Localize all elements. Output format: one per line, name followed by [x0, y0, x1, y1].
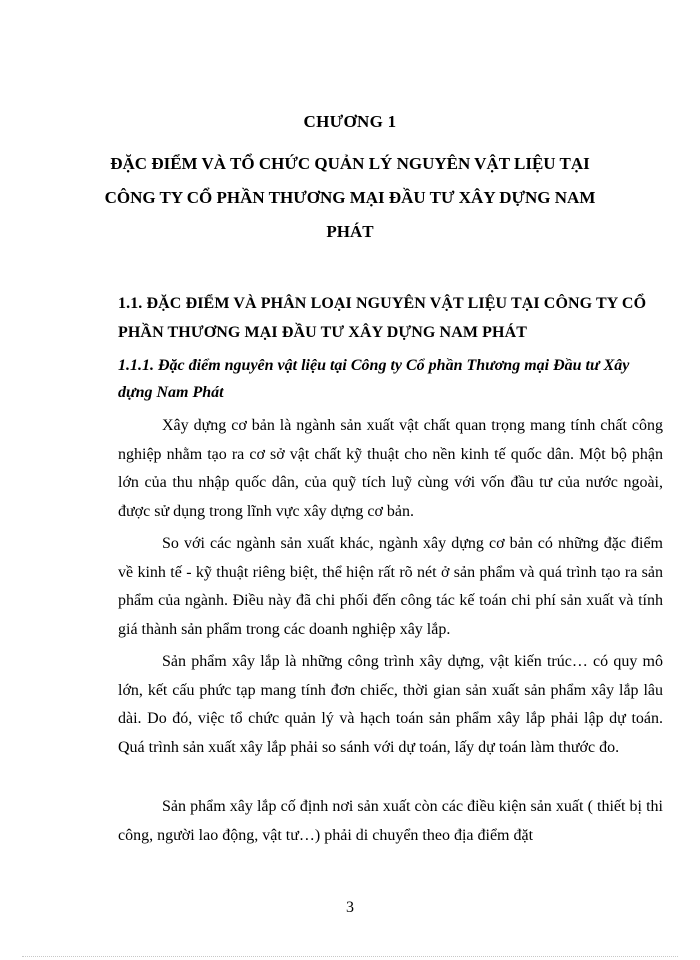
body-paragraph: Sản phẩm xây lắp cố định nơi sản xuất còn các điều kiện sản xuất ( thiết bị thi công, người lao động, vật tư…) phải di chuyển theo địa điểm đặt: [118, 798, 663, 844]
body-paragraph: Sản phẩm xây lắp là những công trình xây dựng, vật kiến trúc… có quy mô lớn, kết cấu phức tạp mang tính đơn chiếc, thời gian sản xuất sản phẩm xây lắp lâu dài. Do đó, việc tổ chức quản lý và hạch toán sản phẩm xây lắp phải lập dự toán. Quá trình sản xuất xây lắp phải so sánh với dự toán, lấy dự toán làm thước đo.: [118, 653, 663, 756]
page-number: 3: [346, 899, 354, 916]
body-paragraph: So với các ngành sản xuất khác, ngành xây dựng cơ bản có những đặc điểm về kinh tế - kỹ thuật riêng biệt, thể hiện rất rõ nét ở sản phẩm và quá trình tạo ra sản phẩm của ngành. Điều này đã chi phối đến công tác kế toán chi phí sản xuất và tính giá thành sản phẩm trong các doanh nghiệp xây lắp.: [118, 535, 663, 638]
chapter-title: ĐẶC ĐIỂM VÀ TỔ CHỨC QUẢN LÝ NGUYÊN VẬT LIỆU TẠI CÔNG TY CỔ PHẦN THƯƠNG MẠI ĐẦU TƯ XÂY DỰNG NAM PHÁT: [104, 154, 596, 241]
section-heading: 1.1. ĐẶC ĐIỂM VÀ PHÂN LOẠI NGUYÊN VẬT LIỆU TẠI CÔNG TY CỔ PHẦN THƯƠNG MẠI ĐẦU TƯ XÂY DỰNG NAM PHÁT: [118, 295, 647, 341]
chapter-label: CHƯƠNG 1: [303, 112, 397, 131]
page-bottom-divider: [22, 956, 678, 957]
body-paragraph: Xây dựng cơ bản là ngành sản xuất vật chất quan trọng mang tính chất công nghiệp nhằm tạo ra cơ sở vật chất kỹ thuật cho nền kinh tế quốc dân. Một bộ phận lớn của thu nhập quốc dân, của quỹ tích luỹ cùng với vốn đầu tư của nước ngoài, được sử dụng trong lĩnh vực xây dựng cơ bản.: [118, 417, 663, 520]
subsection-heading: 1.1.1. Đặc điểm nguyên vật liệu tại Công ty Cổ phần Thương mại Đầu tư Xây dựng Nam Phát: [118, 357, 630, 401]
